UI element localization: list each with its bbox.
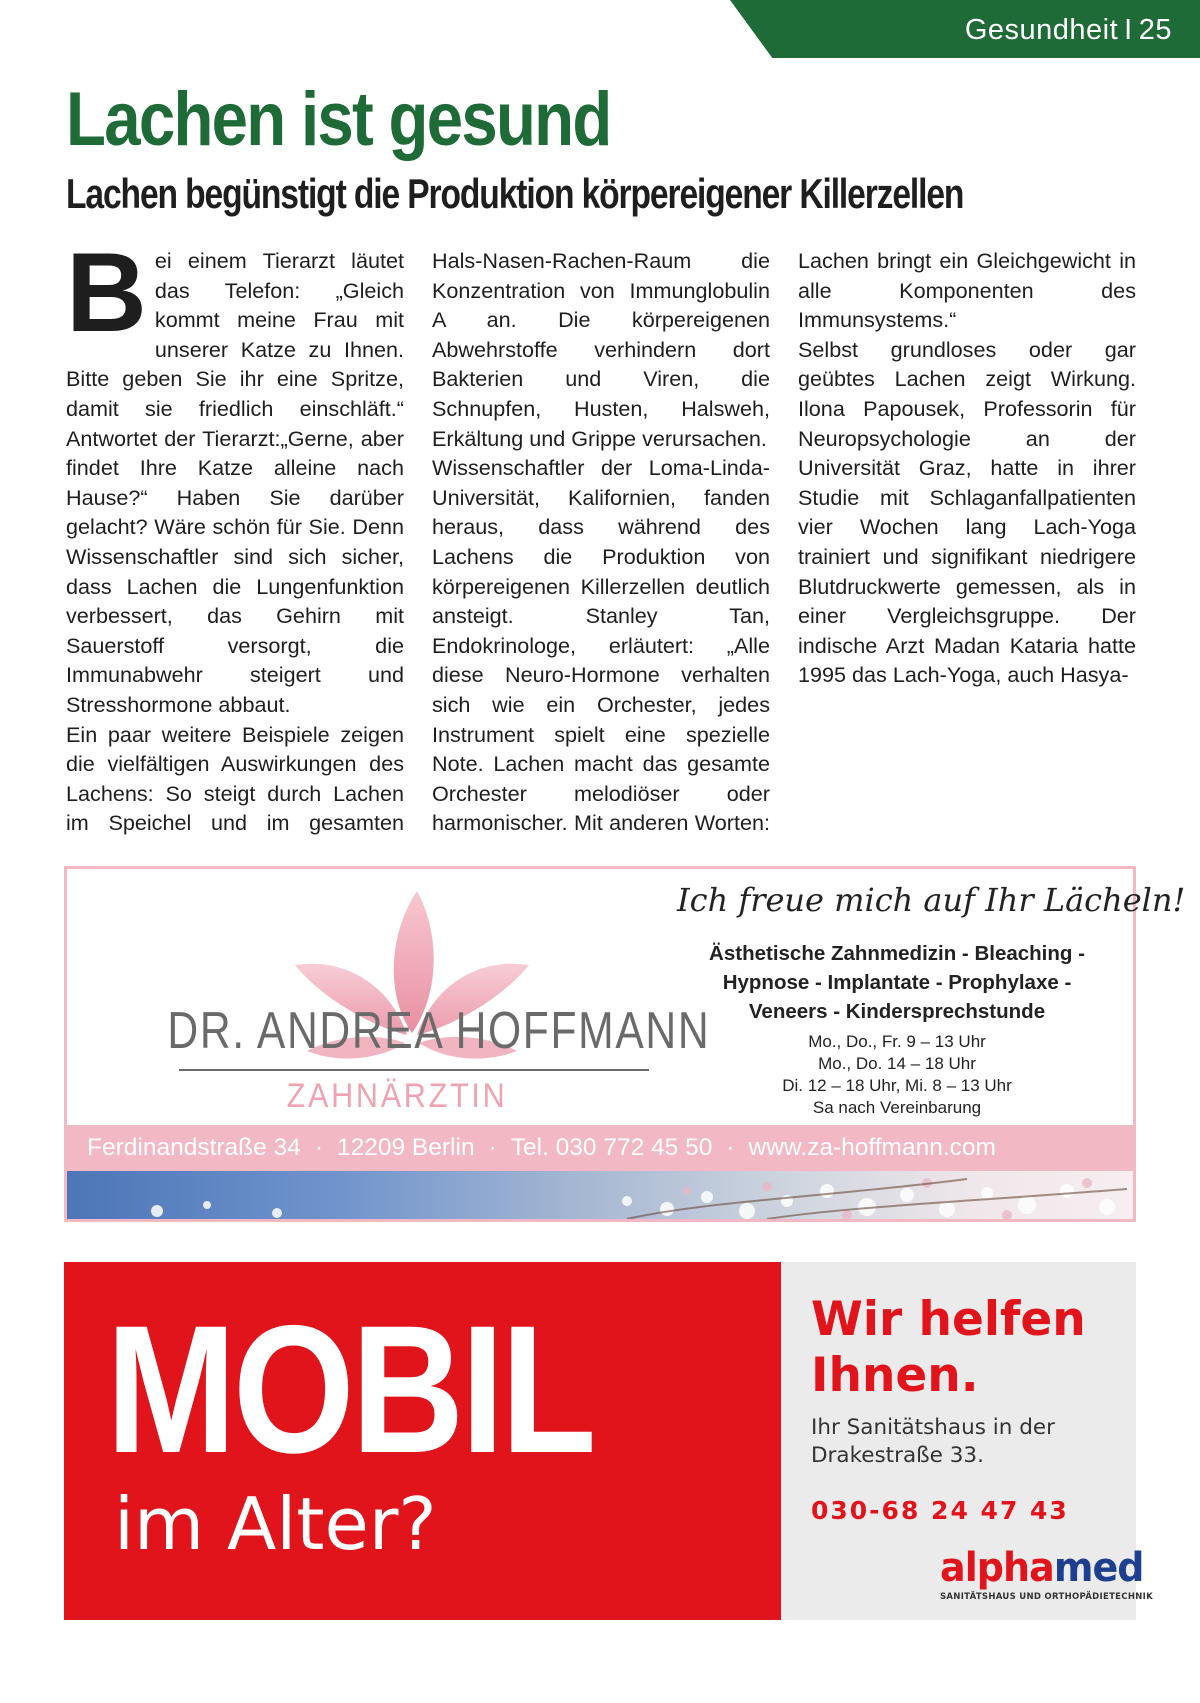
dentist-name: DR. ANDREA HOFFMANN [167,1002,711,1060]
hours-line: Di. 12 – 18 Uhr, Mi. 8 – 13 Uhr [782,1076,1012,1095]
cherry-blossom-image [67,1171,1133,1219]
address: Ferdinandstraße 34 [87,1134,301,1161]
contact-bar [67,1125,1133,1171]
logo-wordmark [940,1545,1144,1591]
article-headline: Lachen ist gesund [66,77,611,162]
article-subheadline: Lachen begünstigt die Produktion körpereigener Killerzellen [66,170,964,217]
article-paragraph [66,230,404,720]
section-name: Gesundheit [964,14,1119,46]
red-panel [64,1262,781,1620]
city: 12209 Berlin [337,1134,475,1161]
help-title-line: Wir helfen [811,1292,1086,1347]
hours-line: Mo., Do. 14 – 18 Uhr [818,1054,976,1073]
phone-number[interactable]: Tel. 030 772 45 50 [510,1134,713,1161]
logo-part-med: med [1053,1545,1144,1591]
help-title [811,1292,1086,1404]
dentist-advertisement [64,866,1186,1222]
services-list [687,939,1107,1026]
article-paragraph: Selbst grundloses oder gar geübtes Lachen zeigt Wirkung. Ilona Papousek, Professorin für Neuropsychologie an der Universität Graz, hatte in ihrer Studie mit Schlaganfallpatienten vier Wochen lang Lach-Yoga trainiert und signifikant niedrigere Blutdruckwerte gemessen, als in einer Vergleichsgruppe. Der indische Arzt Madan Kataria hatte 1995 das Lach-Yoga, auch Hasya- [798,336,1136,688]
service-line: Ästhetische Zahnmedizin - Bleaching - [709,942,1085,965]
store-phone[interactable]: 030-68 24 47 43 [811,1496,1069,1525]
separator-dot: · [314,1134,323,1161]
blossom-branches-icon [67,1171,1133,1219]
hours-line: Mo., Do., Fr. 9 – 13 Uhr [808,1032,986,1051]
alphamed-logo [940,1545,1153,1602]
paragraph-text: ei einem Tierarzt läutet das Telefon: „Gleich kommt meine Frau mit unserer Katze zu Ihnen. Bitte geben Sie ihr eine Spritze, damit sie friedlich einschläft.“ Antwortet der Tierarzt:„Gerne, aber findet Ihre Katze alleine nach Hause?“ Haben Sie darüber gelacht? Wäre schön für Sie. Denn Wissenschaftler sind sich sicher, dass Lachen die Lungenfunktion verbessert, das Gehirn mit Sauerstoff versorgt, die Immunabwehr steigert und Stresshormone abbaut. [66,248,404,717]
hours-line: Sa nach Vereinbarung [812,1098,982,1117]
separator-dot: · [726,1134,735,1161]
mobil-headline: MOBIL [106,1287,594,1491]
name-divider [179,1069,649,1071]
service-line: Veneers - Kindersprechstunde [748,1000,1046,1023]
help-title-line: Ihnen. [811,1348,979,1403]
page-number: 25 [1138,14,1172,46]
service-line: Hypnose - Implantate - Prophylaxe - [722,971,1072,994]
mobil-subline: im Alter? [114,1482,437,1566]
mobility-advertisement [64,1262,1153,1620]
article-body [66,230,1136,846]
header-separator: I [1124,14,1133,46]
ad-tagline: Ich freue mich auf Ihr Lächeln! [677,881,1186,919]
store-address: Ihr Sanitätshaus in der Drakestraße 33. [811,1415,1055,1468]
article-paragraph: Ein paar weitere Beispiele zeigen die vielfältigen Auswirkungen des Lachens: So steigt durch Lachen im Speichel und im gesamten Hals-Nasen-Rachen-Raum die Konzentration von Immunglobulin A an. Die körpereigenen Abwehrstoffe verhindern dort Bakterien und Viren, die Schnupfen, Husten, Halsweh, Erkältung und Grippe verursachen. [66,248,770,836]
website-link[interactable]: www.za-hoffmann.com [748,1134,996,1161]
drop-cap: B [66,230,147,355]
logo-subtitle: SANITÄTSHAUS UND ORTHOPÄDIETECHNIK [940,1592,1153,1602]
dentist-title: ZAHNÄRZTIN [286,1077,508,1115]
opening-hours [687,1031,1107,1119]
section-header [965,14,1172,47]
logo-part-alpha: alpha [940,1545,1054,1591]
separator-dot: · [488,1134,497,1161]
article-paragraph: Wissenschaftler der Loma-Linda-Universität, Kalifornien, fanden heraus, dass während des Lachens die Produktion von körpereigenen Killerzellen deutlich ansteigt. Stanley Tan, Endokrinologe, erläutert: „Alle diese Neuro-Hormone verhalten sich wie ein Orchester, jedes Instrument spielt eine spezielle Note. Lachen macht das gesamte Orchester melodiöser oder harmonischer. Mit anderen Worten: Lachen bringt ein Gleichgewicht in alle Komponenten des Immunsystems.“ [432,248,1136,836]
